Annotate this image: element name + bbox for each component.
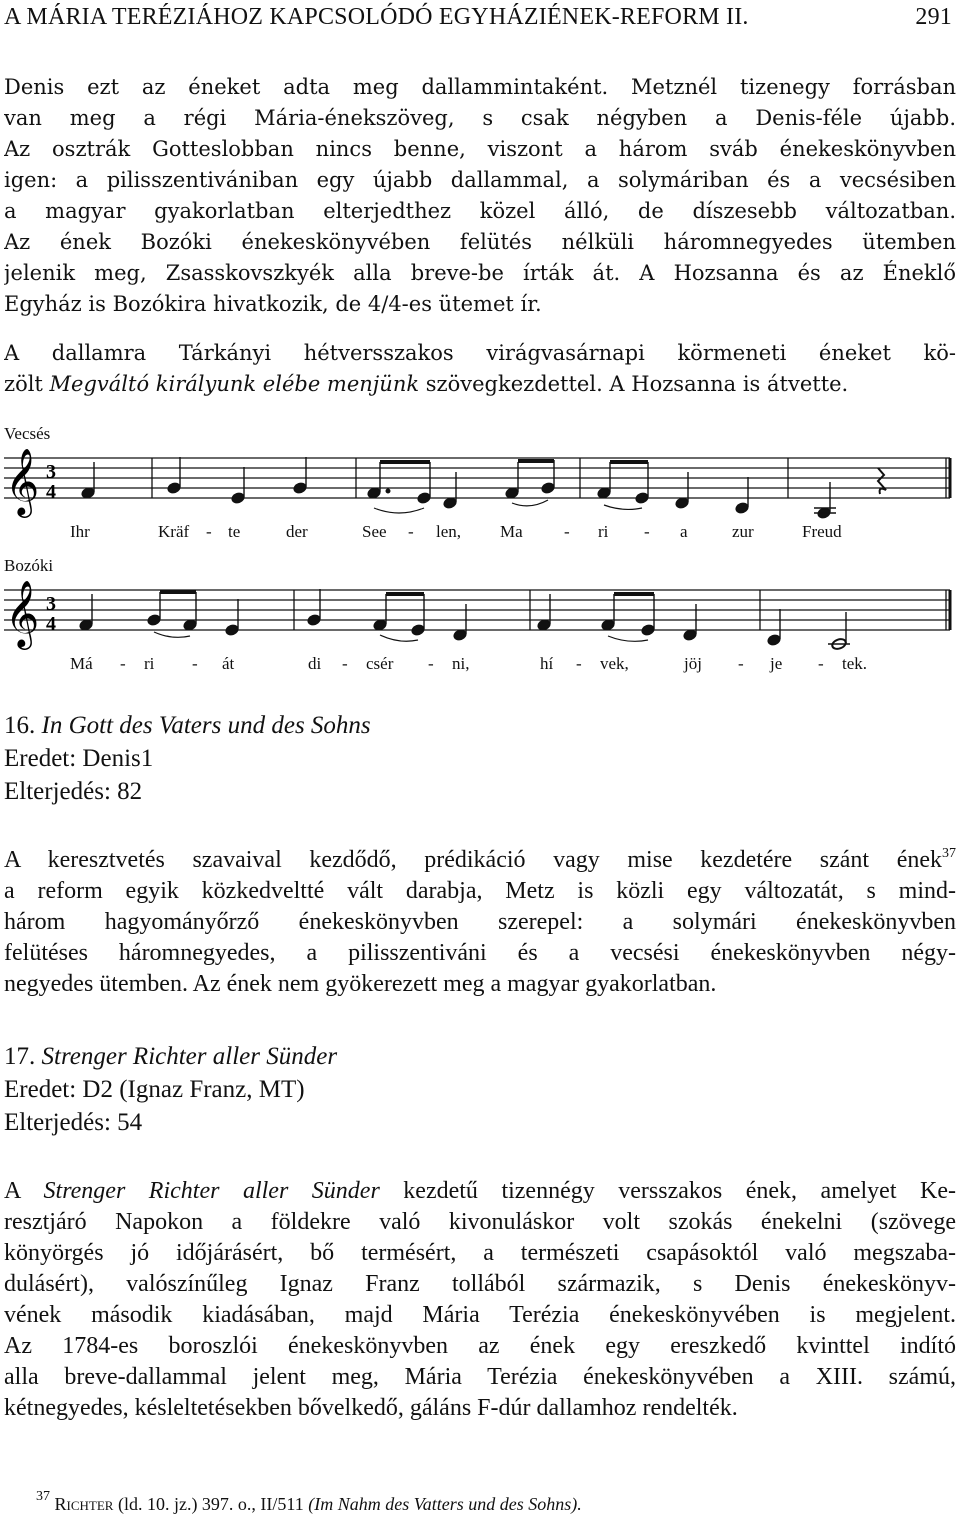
time-signature-top: 3 (46, 461, 56, 483)
paragraph-line: a magyar gyakorlatban elterjedthez közel álló, de díszesebb változatban. (4, 199, 956, 223)
text-run: zölt (4, 372, 50, 396)
lyric-syllable: ri (598, 522, 609, 541)
paragraph-line: három hagyományőrző énekeskönyvben szerepel: a solymári énekeskönyvben (4, 909, 956, 935)
lyric-syllable: ni, (452, 654, 470, 673)
paragraph-line: a reform egyik közkedveltté vált darabja, Metz is közli egy változatát, s mind- (4, 878, 956, 904)
lyric-syllable: - (342, 654, 348, 673)
text-run: A keresztvetés szavaival kezdődő, prédikáció vagy mise kezdetére szánt ének (4, 847, 942, 873)
section-title: Strenger Richter aller Sünder (41, 1043, 338, 1070)
footnote-number: 37 (36, 1489, 50, 1504)
italic-title: Strenger Richter aller Sünder (43, 1178, 380, 1204)
paragraph-line: Egyház is Bozókira hivatkozik, de 4/4-es ütemet ír. (4, 292, 542, 316)
section-number: 16. (4, 712, 36, 739)
paragraph-line: Az ének Bozóki énekeskönyvében felütés nélküli háromnegyedes ütemben (4, 230, 956, 254)
lyric-syllable: zur (732, 522, 754, 541)
footnote (36, 1489, 582, 1515)
italic-incipit: Megváltó királyunk elébe menjünk (49, 372, 420, 396)
section-16-body (4, 845, 956, 1000)
lyric-syllable: je (770, 654, 783, 673)
paragraph-line: A dallamra Tárkányi hétversszakos virágvasárnapi körmeneti éneket kö- (4, 341, 956, 365)
section-number: 17. (4, 1043, 36, 1070)
paragraph-line: resztjáró Napokon a földekre való kivonuláskor volt szokás énekelni (szövege (4, 1209, 956, 1235)
paragraph-line: Denis ezt az éneket adta meg dallammintaként. Metznél tizenegy forrásban (4, 75, 956, 99)
paragraph-line: alla breve-dallammal jelent meg, Mária Terézia énekeskönyvében a XIII. számú, (4, 1364, 956, 1390)
paragraph-line: Az 1784-es boroszlói énekeskönyvben az ének egy ereszkedő kvinttel indító (4, 1333, 956, 1359)
section-17-origin: Eredet: D2 (Ignaz Franz, MT) (4, 1076, 305, 1103)
paragraph-line: van meg a régi Mária-énekszöveg, s csak négyben a Denis-féle újabb. (4, 106, 956, 130)
lyric-syllable: a (680, 522, 688, 541)
text-run: kezdetű tizennégy versszakos ének, amelyet Ke- (379, 1178, 956, 1204)
section-16-heading (4, 712, 371, 740)
paragraph-line: felütéses háromnegyedes, a pilisszentiváni és a vecsési énekeskönyvben négy- (4, 940, 956, 966)
lyric-syllable: vek, (600, 654, 629, 673)
paragraph-line: dulásért), valószínűleg Ignaz Franz tollából származik, s Denis énekeskönyv- (4, 1271, 956, 1297)
running-head-title: A MÁRIA TERÉZIÁHOZ KAPCSOLÓDÓ EGYHÁZIÉNEK-REFORM II. (4, 4, 749, 30)
running-head (4, 4, 952, 31)
text-run: szövegkezdettel. A Hozsanna is átvette. (419, 372, 849, 396)
paragraph-line: Az osztrák Gotteslobban nincs benne, viszont a három sváb énekeskönyvben (4, 137, 956, 161)
lyric-syllable: - (738, 654, 744, 673)
lyric-syllable: See (362, 522, 387, 541)
lyrics-bozoki (0, 654, 960, 676)
music-label-vecses: Vecsés (4, 424, 51, 443)
lyric-syllable: ri (144, 654, 155, 673)
section-title: In Gott des Vaters und des Sohns (41, 712, 371, 739)
lyric-syllable: - (644, 522, 650, 541)
section-16-origin: Eredet: Denis1 (4, 745, 154, 772)
paragraph-1 (4, 72, 956, 320)
lyric-syllable: hí (540, 654, 554, 673)
lyric-syllable: Ihr (70, 522, 90, 541)
treble-clef-icon: 𝄞 (5, 448, 40, 515)
paragraph-line: jelenik meg, Zsasskovszkyék alla breve-be írták át. A Hozsanna és az Éneklő (4, 261, 956, 285)
lyrics-vecses (0, 522, 960, 544)
lyric-syllable: Ma (500, 522, 523, 541)
section-17-body (4, 1176, 956, 1424)
footnote-reference-text: (ld. 10. jz.) 397. o., II/511 (113, 1494, 309, 1514)
lyric-syllable: - (818, 654, 824, 673)
lyric-syllable: át (222, 654, 235, 673)
lyric-syllable: - (120, 654, 126, 673)
paragraph-2 (4, 338, 956, 400)
paragraph-line: igen: a pilisszentivániban egy újabb dallammal, a solymáriban és a vecsésiben (4, 168, 956, 192)
footnote-italic: (Im Nahm des Vatters und des Sohns). (308, 1494, 582, 1514)
page-number: 291 (915, 4, 952, 30)
lyric-syllable: der (286, 522, 308, 541)
music-staff-bozoki (0, 580, 960, 656)
footnote-reference: 37 (942, 846, 956, 861)
lyric-syllable: - (408, 522, 414, 541)
lyric-syllable: - (576, 654, 582, 673)
lyric-syllable: - (564, 522, 570, 541)
music-label-bozoki: Bozóki (4, 556, 54, 575)
quarter-rest-icon (878, 468, 886, 494)
treble-clef-icon: 𝄞 (5, 580, 40, 647)
lyric-syllable: Má (70, 654, 93, 673)
text-run: A (4, 1178, 44, 1204)
paragraph-line: vének második kiadásában, majd Mária Terézia énekeskönyvében is megjelent. (4, 1302, 956, 1328)
lyric-syllable: - (206, 522, 212, 541)
paragraph-line (4, 845, 956, 876)
lyric-syllable: csér (366, 654, 394, 673)
paragraph-line (4, 1176, 956, 1207)
time-signature-bottom: 4 (46, 613, 56, 635)
lyric-syllable: Freud (802, 522, 842, 541)
music-staff-vecses (0, 448, 960, 524)
section-16-spread: Elterjedés: 82 (4, 778, 143, 805)
lyric-syllable: - (192, 654, 198, 673)
paragraph-line: könyörgés jó időjárásért, bő termésért, a természeti csapásoktól való megszaba- (4, 1240, 956, 1266)
section-17-spread: Elterjedés: 54 (4, 1109, 143, 1136)
lyric-syllable: len, (436, 522, 462, 541)
lyric-syllable: te (228, 522, 241, 541)
paragraph-line: kétnegyedes, késleltetésekben bővelkedő, gáláns F-dúr dallamhoz rendelték. (4, 1395, 738, 1421)
lyric-syllable: di (308, 654, 322, 673)
time-signature-bottom: 4 (46, 481, 56, 503)
paragraph-line (4, 369, 956, 400)
lyric-syllable: - (428, 654, 434, 673)
paragraph-line: negyedes ütemben. Az ének nem gyökerezett meg a magyar gyakorlatban. (4, 971, 717, 997)
footnote-author: Richter (54, 1494, 114, 1514)
section-17-heading (4, 1043, 337, 1071)
lyric-syllable: tek. (842, 654, 868, 673)
lyric-syllable: jöj (684, 654, 702, 673)
lyric-syllable: Kräf (158, 522, 190, 541)
time-signature-top: 3 (46, 593, 56, 615)
